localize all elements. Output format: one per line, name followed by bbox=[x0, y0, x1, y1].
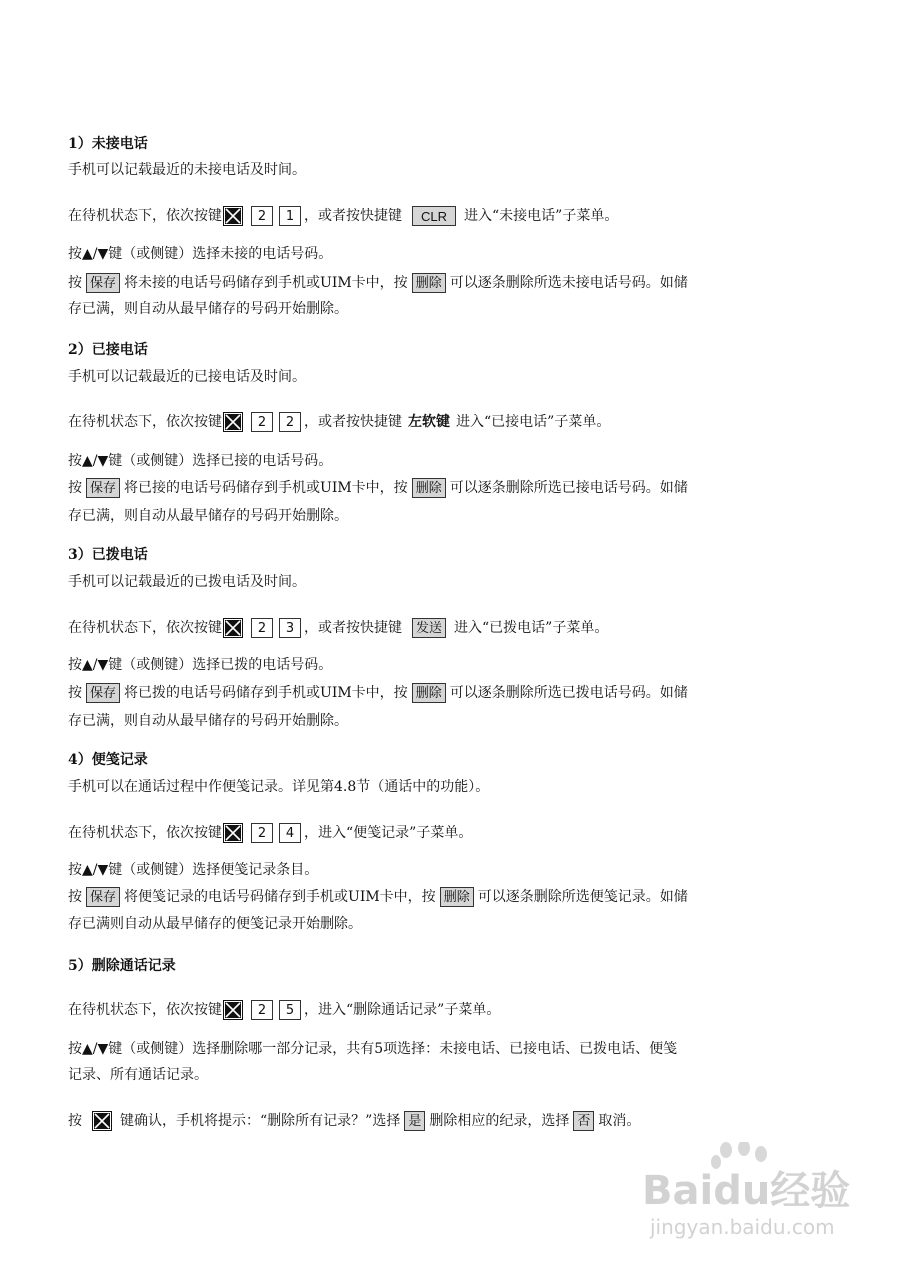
section-4-heading: 4）便笺记录 bbox=[68, 752, 148, 768]
nav-text: 在待机状态下，依次按键 bbox=[68, 208, 222, 224]
yes-key: 是 bbox=[404, 1111, 425, 1131]
section-4-ops bbox=[68, 886, 688, 908]
confirm-text: 按 bbox=[68, 1113, 82, 1129]
ops-text: 可以逐条删除所选已拨电话号码。如储 bbox=[449, 685, 688, 701]
key-5: 5 bbox=[279, 1000, 301, 1020]
nav-text: 进入“已接电话”子菜单。 bbox=[456, 414, 611, 430]
key-2: 2 bbox=[251, 206, 273, 226]
section-2-ops-cont: 存已满，则自动从最早储存的号码开始删除。 bbox=[68, 508, 348, 524]
section-1-nav-line bbox=[68, 205, 618, 227]
delete-key: 删除 bbox=[412, 683, 446, 703]
section-1-ops-cont: 存已满，则自动从最早储存的号码开始删除。 bbox=[68, 301, 348, 317]
envelope-menu-key-icon bbox=[223, 206, 243, 226]
envelope-menu-key-icon bbox=[92, 1111, 112, 1131]
clr-key: CLR bbox=[412, 206, 456, 226]
ops-text: 可以逐条删除所选已接电话号码。如储 bbox=[449, 480, 688, 496]
nav-text: ，或者按快捷键 bbox=[304, 208, 402, 224]
save-key: 保存 bbox=[86, 887, 120, 907]
ops-text: 按 bbox=[68, 275, 82, 291]
section-1-ops bbox=[68, 272, 688, 294]
key-3: 3 bbox=[279, 618, 301, 638]
envelope-menu-key-icon bbox=[223, 1000, 243, 1020]
ops-text: 按 bbox=[68, 889, 82, 905]
section-2-ops bbox=[68, 477, 688, 499]
watermark-brand: Baidu经验 bbox=[642, 1168, 851, 1214]
nav-text: 在待机状态下，依次按键 bbox=[68, 620, 222, 636]
section-4-intro: 手机可以在通话过程中作便笺记录。详见第4.8节（通话中的功能）。 bbox=[68, 779, 490, 795]
section-3-intro: 手机可以记载最近的已拨电话及时间。 bbox=[68, 574, 306, 590]
key-2: 2 bbox=[251, 823, 273, 843]
envelope-menu-key-icon bbox=[223, 412, 243, 432]
baidu-jingyan-watermark bbox=[640, 1142, 870, 1256]
confirm-text: 删除相应的纪录，选择 bbox=[429, 1113, 570, 1129]
key-2: 2 bbox=[279, 412, 301, 432]
key-1: 1 bbox=[279, 206, 301, 226]
save-key: 保存 bbox=[86, 683, 120, 703]
section-1-intro: 手机可以记载最近的未接电话及时间。 bbox=[68, 162, 306, 178]
section-3-nav-line bbox=[68, 617, 608, 639]
key-4: 4 bbox=[279, 823, 301, 843]
nav-text: ，进入“删除通话记录”子菜单。 bbox=[304, 1002, 501, 1018]
ops-text: 可以逐条删除所选未接电话号码。如储 bbox=[449, 275, 688, 291]
watermark-url: jingyan.baidu.com bbox=[650, 1215, 835, 1239]
section-2-select: 按▲/▼键（或侧键）选择已接的电话号码。 bbox=[68, 453, 333, 469]
no-key: 否 bbox=[573, 1111, 594, 1131]
section-1-select: 按▲/▼键（或侧键）选择未接的电话号码。 bbox=[68, 246, 333, 262]
nav-text: ，进入“便笺记录”子菜单。 bbox=[304, 825, 473, 841]
key-2: 2 bbox=[251, 412, 273, 432]
section-2-intro: 手机可以记载最近的已接电话及时间。 bbox=[68, 369, 306, 385]
ops-text: 将已接的电话号码储存到手机或UIM卡中，按 bbox=[124, 480, 408, 496]
section-3-heading: 3）已拨电话 bbox=[68, 547, 148, 563]
paw-logo-icon bbox=[711, 1142, 767, 1169]
section-2-heading: 2）已接电话 bbox=[68, 342, 148, 358]
left-soft-key: 左软键 bbox=[408, 414, 450, 430]
envelope-menu-key-icon bbox=[223, 618, 243, 638]
nav-text: 进入“已拨电话”子菜单。 bbox=[454, 620, 609, 636]
delete-key: 删除 bbox=[412, 273, 446, 293]
section-4-select: 按▲/▼键（或侧键）选择便笺记录条目。 bbox=[68, 862, 319, 878]
save-key: 保存 bbox=[86, 478, 120, 498]
ops-text: 将已拨的电话号码储存到手机或UIM卡中，按 bbox=[124, 685, 408, 701]
section-5-select-cont: 记录、所有通话记录。 bbox=[68, 1067, 208, 1083]
section-5-select: 按▲/▼键（或侧键）选择删除哪一部分记录，共有5项选择：未接电话、已接电话、已拨电话、便笺 bbox=[68, 1041, 678, 1057]
confirm-text: 键确认，手机将提示：“删除所有记录？”选择 bbox=[120, 1113, 401, 1129]
section-5-nav-line bbox=[68, 999, 500, 1021]
envelope-menu-key-icon bbox=[223, 823, 243, 843]
ops-text: 将未接的电话号码储存到手机或UIM卡中，按 bbox=[124, 275, 408, 291]
section-4-nav-line bbox=[68, 822, 472, 844]
section-3-ops-cont: 存已满，则自动从最早储存的号码开始删除。 bbox=[68, 713, 348, 729]
nav-text: 在待机状态下，依次按键 bbox=[68, 1002, 222, 1018]
nav-text: 进入“未接电话”子菜单。 bbox=[464, 208, 619, 224]
section-3-ops bbox=[68, 682, 688, 704]
nav-text: 在待机状态下，依次按键 bbox=[68, 825, 222, 841]
ops-text: 按 bbox=[68, 685, 82, 701]
section-5-heading: 5）删除通话记录 bbox=[68, 958, 176, 974]
nav-text: ，或者按快捷键 bbox=[304, 620, 402, 636]
section-1-heading: 1）未接电话 bbox=[68, 136, 148, 152]
section-5-confirm bbox=[68, 1110, 640, 1132]
nav-text: 在待机状态下，依次按键 bbox=[68, 414, 222, 430]
send-key: 发送 bbox=[412, 618, 446, 638]
confirm-text: 取消。 bbox=[598, 1113, 641, 1129]
section-2-nav-line bbox=[68, 411, 610, 433]
delete-key: 删除 bbox=[440, 887, 474, 907]
section-3-select: 按▲/▼键（或侧键）选择已拨的电话号码。 bbox=[68, 657, 333, 673]
ops-text: 可以逐条删除所选便笺记录。如储 bbox=[477, 889, 688, 905]
key-2: 2 bbox=[251, 618, 273, 638]
delete-key: 删除 bbox=[412, 478, 446, 498]
ops-text: 将便笺记录的电话号码储存到手机或UIM卡中，按 bbox=[124, 889, 436, 905]
section-4-ops-cont: 存已满则自动从最早储存的便笺记录开始删除。 bbox=[68, 916, 362, 932]
save-key: 保存 bbox=[86, 273, 120, 293]
nav-text: ，或者按快捷键 bbox=[304, 414, 402, 430]
ops-text: 按 bbox=[68, 480, 82, 496]
key-2: 2 bbox=[251, 1000, 273, 1020]
